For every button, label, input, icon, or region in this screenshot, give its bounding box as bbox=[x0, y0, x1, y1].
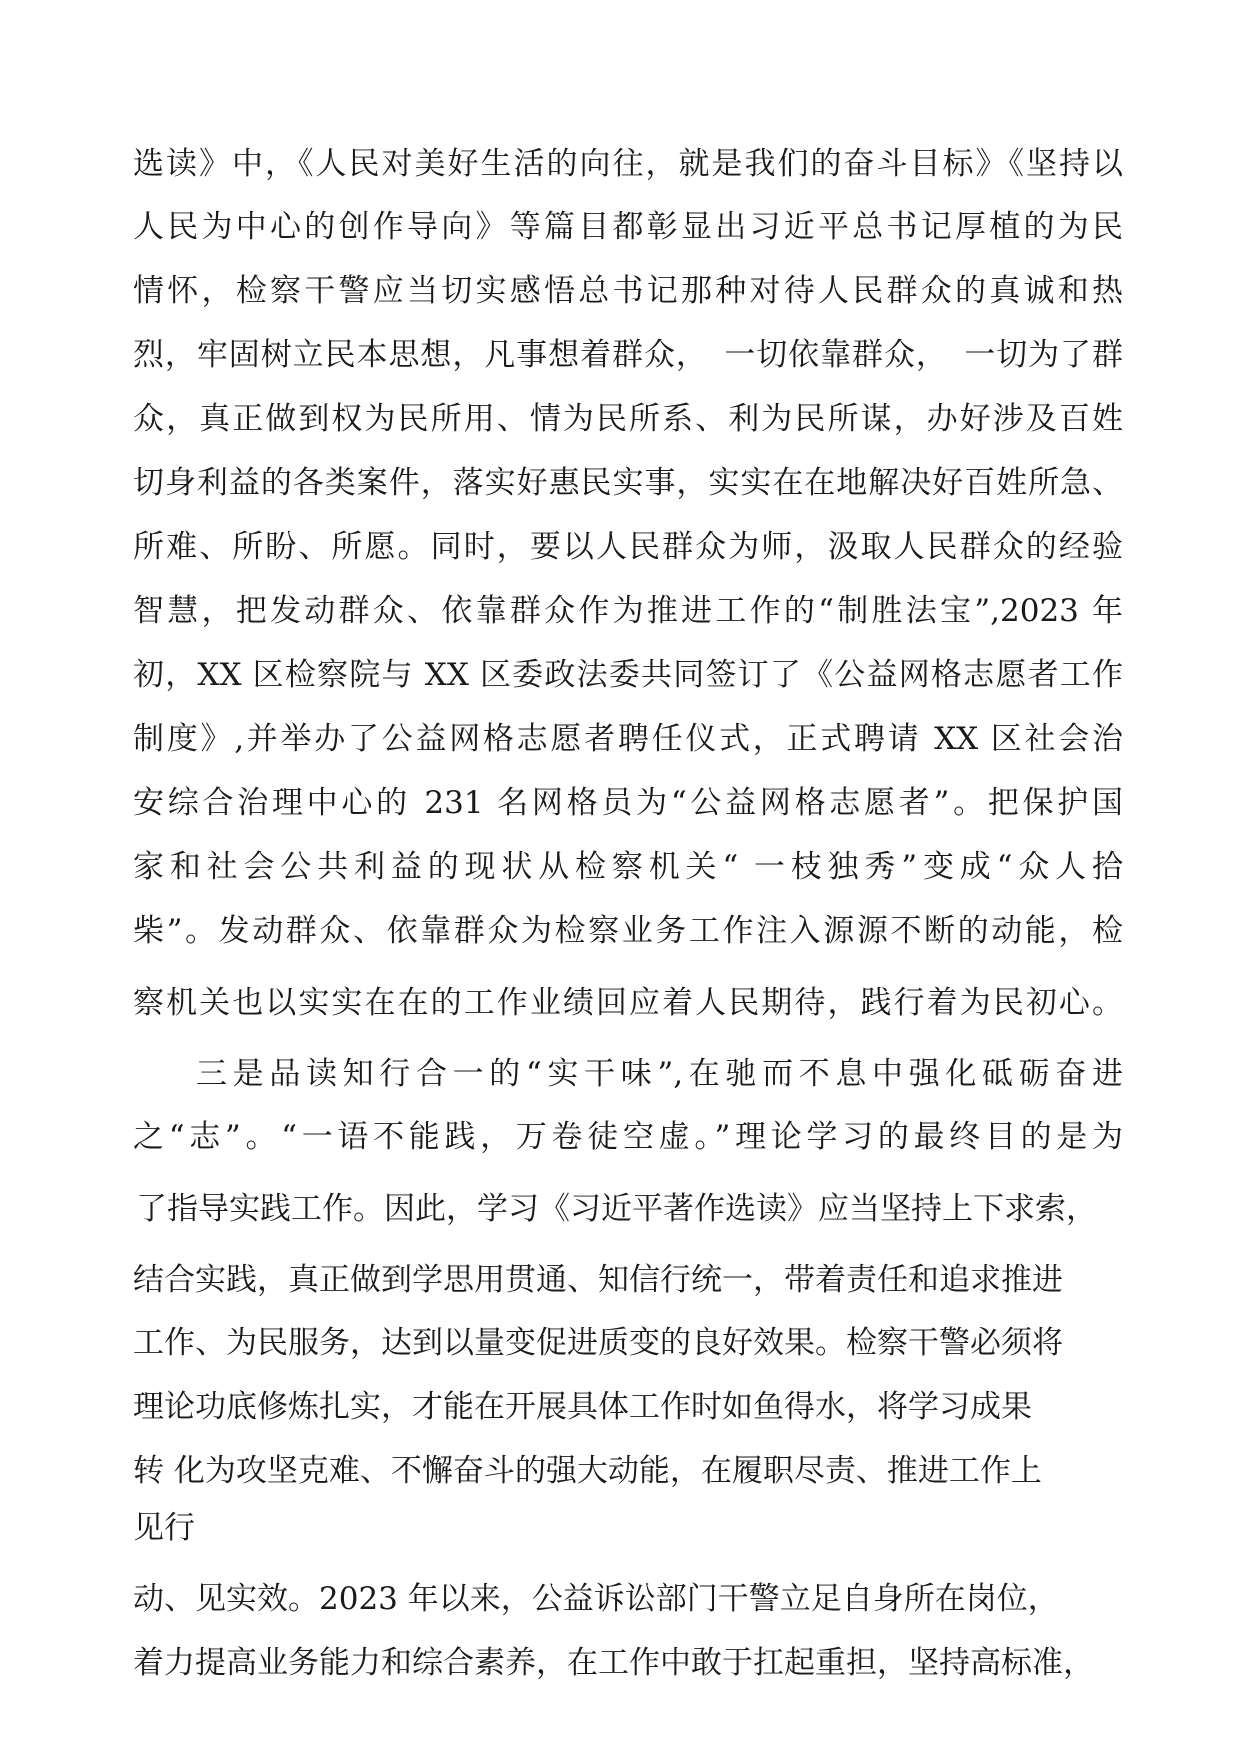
text-line-7: 所难、所盼、所愿。同时，要以人民群众为师，汲取人民群众的经验 bbox=[133, 529, 1123, 565]
text-line-11: 安综合治理中心的 231 名网格员为“公益网格志愿者”。把保护国 bbox=[133, 785, 1123, 821]
text-line-1: 选读》中，《人民对美好生活的向往，就是我们的奋斗目标》《坚持以 bbox=[133, 146, 1123, 182]
text-line-2: 人民为中心的创作导向》等篇目都彰显出习近平总书记厚植的为民 bbox=[133, 209, 1123, 245]
text-line-9: 初，XX 区检察院与 XX 区委政法委共同签订了《公益网格志愿者工作 bbox=[133, 657, 1123, 693]
text-line-6: 切身利益的各类案件，落实好惠民实事，实实在在地解决好百姓所急、 bbox=[133, 465, 1123, 501]
text-line-3: 情怀，检察干警应当切实感悟总书记那种对待人民群众的真诚和热 bbox=[133, 273, 1123, 309]
text-line-17: 了指导实践工作。因此，学习《习近平著作选读》应当坚持上下求索， bbox=[136, 1191, 1097, 1227]
text-line-5: 众，真正做到权为民所用、情为民所系、利为民所谋，办好涉及百姓 bbox=[133, 401, 1123, 437]
text-line-23: 动、见实效。2023 年以来，公益诉讼部门干警立足自身所在岗位， bbox=[133, 1581, 1059, 1617]
text-line-20: 理论功底修炼扎实，才能在开展具体工作时如鱼得水，将学习成果 bbox=[133, 1389, 1032, 1425]
text-line-24: 着力提高业务能力和综合素养，在工作中敢于扛起重担，坚持高标准， bbox=[133, 1645, 1094, 1681]
text-line-12: 家和社会公共利益的现状从检察机关“ 一枝独秀”变成“众人拾 bbox=[133, 849, 1123, 885]
text-line-4: 烈，牢固树立民本思想，凡事想着群众， 一切依靠群众， 一切为了群 bbox=[133, 337, 1123, 373]
text-line-22: 见行 bbox=[133, 1510, 195, 1546]
text-line-13: 柴”。发动群众、依靠群众为检察业务工作注入源源不断的动能，检 bbox=[133, 913, 1123, 949]
text-line-14: 察机关也以实实在在的工作业绩回应着人民期待，践行着为民初心。 bbox=[133, 985, 1123, 1021]
text-line-10: 制度》,并举办了公益网格志愿者聘任仪式，正式聘请 XX 区社会治 bbox=[133, 721, 1123, 757]
text-line-18: 结合实践，真正做到学思用贯通、知信行统一，带着责任和追求推进 bbox=[133, 1262, 1063, 1298]
text-line-21: 转 化为攻坚克难、不懈奋斗的强大动能，在履职尽责、推进工作上 bbox=[133, 1453, 1042, 1489]
paragraph-indent-line: 三是品读知行合一的“实干味”,在驰而不息中强化砥砺奋进 bbox=[196, 1056, 1123, 1092]
text-line-19: 工作、为民服务，达到以量变促进质变的良好效果。检察干警必须将 bbox=[133, 1325, 1063, 1361]
text-line-16: 之“志”。“一语不能践，万卷徒空虚。”理论学习的最终目的是为 bbox=[133, 1119, 1123, 1155]
text-line-8: 智慧，把发动群众、依靠群众作为推进工作的“制胜法宝”,2023 年 bbox=[133, 593, 1123, 629]
